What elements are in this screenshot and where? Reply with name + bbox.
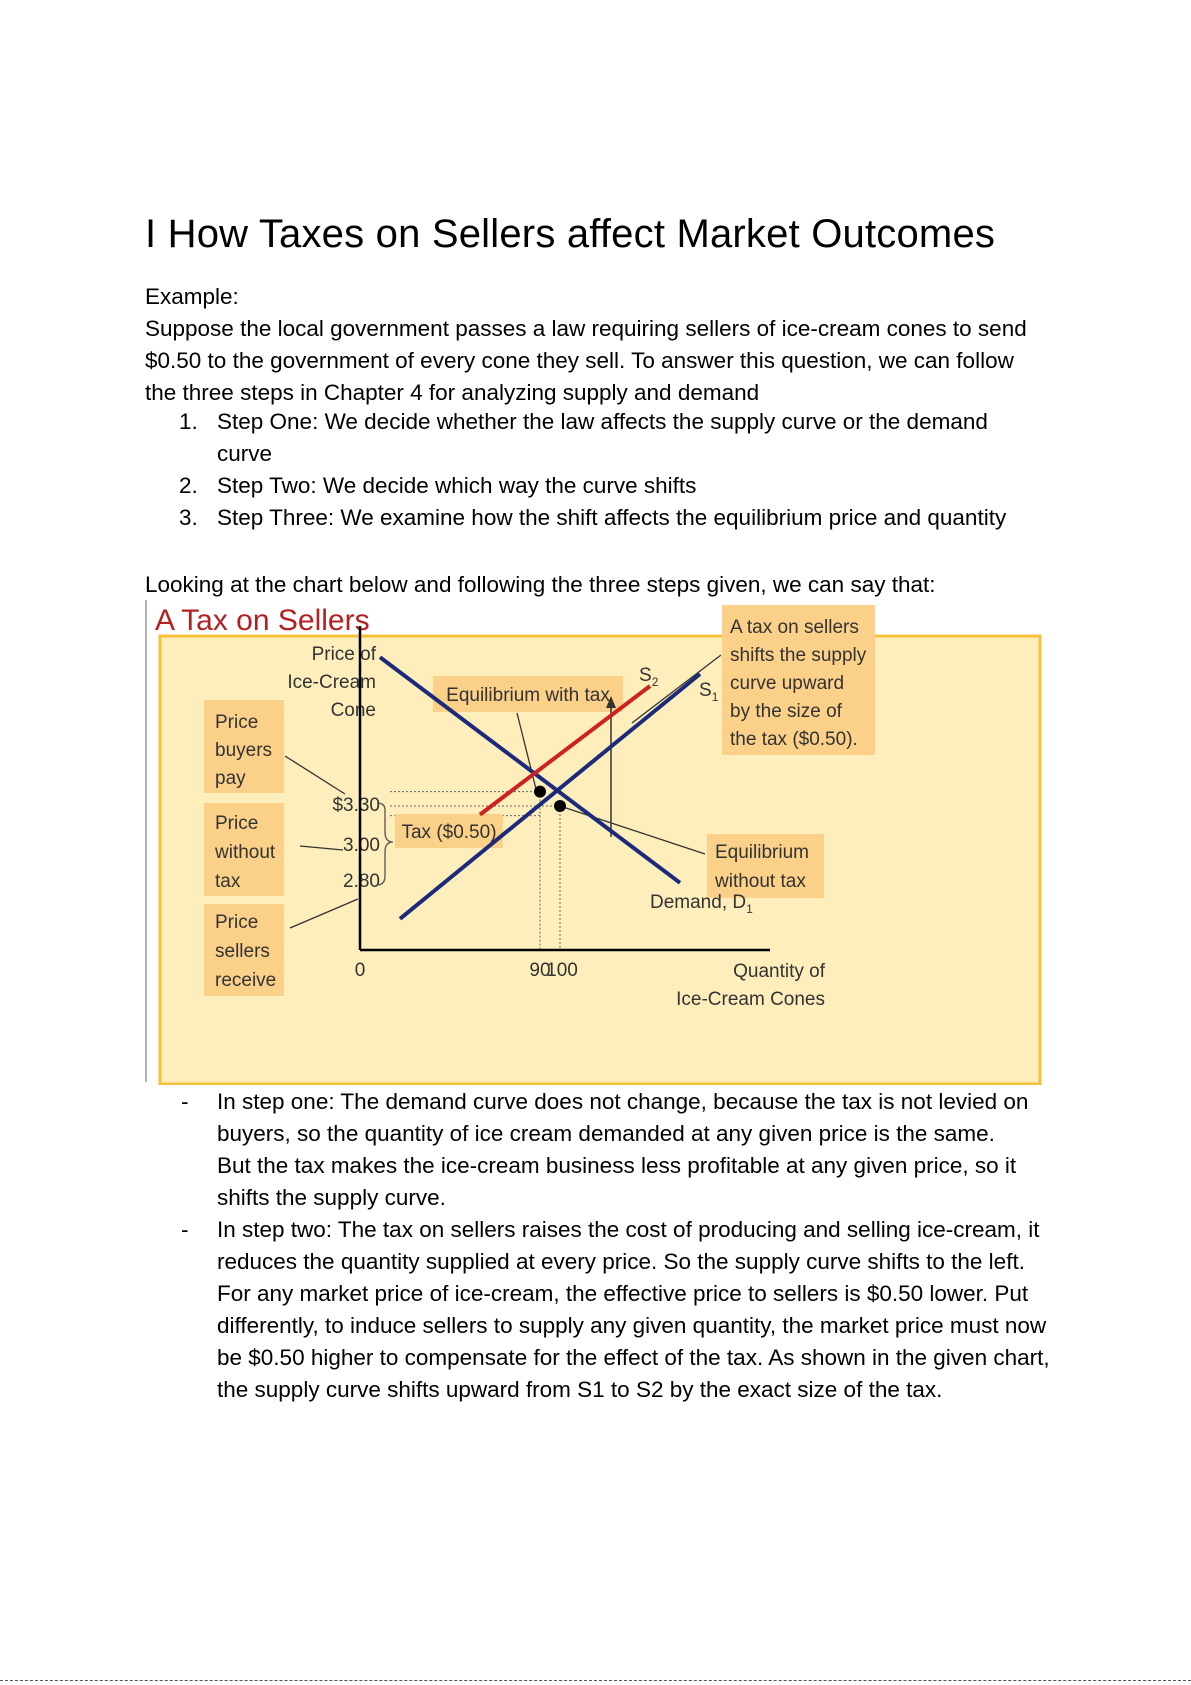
y-axis-label-line3: Cone xyxy=(330,700,376,721)
example-label: Example: xyxy=(145,284,239,309)
x-axis-label-line1: Quantity of xyxy=(733,961,825,982)
price-sellers-receive-line3: receive xyxy=(215,970,277,991)
tax-label: Tax ($0.50) xyxy=(401,822,497,843)
chart-title: A Tax on Sellers xyxy=(155,604,370,637)
s2-label: $S_2$ xyxy=(639,665,659,689)
step-text: Step Three: We examine how the shift affects the equilibrium price and quantity xyxy=(217,505,1007,530)
step-number: 3. xyxy=(179,505,198,530)
y-tick-3-00: 3.00 xyxy=(343,835,380,856)
x-tick-0: 0 xyxy=(354,960,366,981)
s1-label: $S_1$ xyxy=(699,680,719,704)
demand-label: Demand, $D_1$ xyxy=(650,892,753,916)
y-tick-3-30: $3.30 xyxy=(332,795,380,816)
y-tick-2-80: 2.80 xyxy=(343,871,380,892)
analysis-item xyxy=(145,1086,1065,1214)
price-buyers-pay-line1: Price xyxy=(215,712,259,733)
tax-on-sellers-chart xyxy=(145,600,1045,1085)
step-item xyxy=(145,502,1045,534)
eq-without-tax-line1: Equilibrium xyxy=(715,842,809,863)
step-number: 2. xyxy=(179,473,198,498)
x-tick-90: 90 xyxy=(529,960,551,981)
tax-note-line3: curve upward xyxy=(730,673,845,694)
analysis-item xyxy=(145,1214,1065,1406)
step-number: 1. xyxy=(179,409,198,434)
tax-note-line2: shifts the supply xyxy=(730,645,867,666)
price-sellers-receive-line2: sellers xyxy=(215,941,270,962)
tax-note-line1: A tax on sellers xyxy=(730,617,859,638)
x-axis-label-line2: Ice-Cream Cones xyxy=(676,989,825,1010)
price-without-tax-line3: tax xyxy=(215,871,241,892)
price-buyers-pay-line3: pay xyxy=(215,768,246,789)
chart-lead-paragraph: Looking at the chart below and following the three steps given, we can say that: xyxy=(145,572,936,597)
equilibrium-without-tax-point xyxy=(554,800,566,812)
price-without-tax-line1: Price xyxy=(215,813,259,834)
page-footer-rule xyxy=(0,1680,1191,1681)
step-item xyxy=(145,406,1045,470)
bullet-dash: - xyxy=(181,1217,189,1242)
analysis-paragraph: For any market price of ice-cream, the effective price to sellers is $0.50 lower. Put differently, to induce sellers to supply any given quantity, the market price must now be $0.50 higher to compensate for the effect of the tax. As shown in the given chart, the supply curve shifts upward from S1 to S2 by the exact size of the tax. xyxy=(217,1281,1050,1402)
steps-list xyxy=(145,406,1045,534)
price-buyers-pay-line2: buyers xyxy=(215,740,273,761)
step-item xyxy=(145,470,1045,502)
analysis-paragraph: In step one: The demand curve does not change, because the tax is not levied on buyers, so the quantity of ice cream demanded at any given price is the same. xyxy=(217,1089,1029,1146)
eq-without-tax-line2: without tax xyxy=(715,871,806,892)
price-sellers-receive-line1: Price xyxy=(215,912,259,933)
step-text: Step One: We decide whether the law affects the supply curve or the demand curve xyxy=(217,409,988,466)
tax-note-line5: the tax ($0.50). xyxy=(730,729,858,750)
intro-paragraph: Suppose the local government passes a law requiring sellers of ice-cream cones to send $0.50 to the government of every cone they sell. To answer this question, we can follow the three steps in Chapter 4 for analyzing supply and demand xyxy=(145,316,1027,405)
analysis-list xyxy=(145,1086,1065,1406)
step-text: Step Two: We decide which way the curve shifts xyxy=(217,473,697,498)
page-title: I How Taxes on Sellers affect Market Outcomes xyxy=(145,212,996,256)
tax-note-line4: by the size of xyxy=(730,701,842,722)
x-tick-100: 100 xyxy=(546,960,578,981)
equilibrium-with-tax-point xyxy=(534,786,546,798)
bullet-dash: - xyxy=(181,1089,189,1114)
y-axis-label-line2: Ice-Cream xyxy=(287,672,376,693)
price-without-tax-line2: without xyxy=(215,842,276,863)
eq-with-tax-label: Equilibrium with tax xyxy=(446,685,610,706)
y-axis-label-line1: Price of xyxy=(311,644,376,665)
analysis-paragraph: In step two: The tax on sellers raises the cost of producing and selling ice-cream, it reduces the quantity supplied at every price. So the supply curve shifts to the left. xyxy=(217,1217,1040,1274)
analysis-paragraph: But the tax makes the ice-cream business less profitable at any given price, so it shifts the supply curve. xyxy=(217,1153,1017,1210)
